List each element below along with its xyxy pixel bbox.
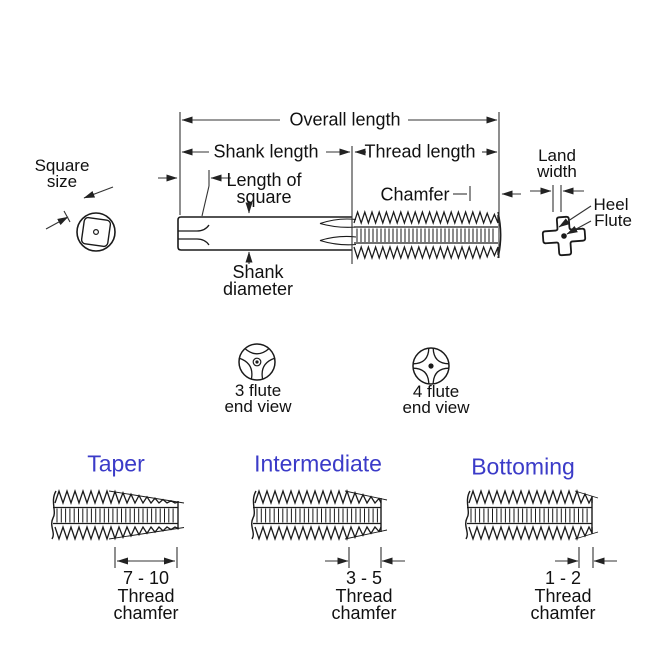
taper-chamfer-range: 7 - 10 bbox=[122, 567, 170, 588]
four-flute-caption bbox=[402, 384, 469, 416]
square-size-label bbox=[35, 158, 90, 190]
flute-cross-section bbox=[530, 185, 591, 256]
thread-section bbox=[354, 212, 501, 258]
length-of-square-line1: Length of bbox=[226, 170, 302, 190]
shank-diameter-line2: diameter bbox=[222, 279, 294, 299]
bottoming-title: Bottoming bbox=[471, 453, 575, 480]
four-flute-caption-line1: 4 flute bbox=[412, 382, 460, 401]
taper-chamfer-word2: chamfer bbox=[113, 602, 179, 623]
heel-label: Heel bbox=[593, 195, 629, 214]
land-width-line1: Land bbox=[538, 146, 576, 165]
land-width-line2: width bbox=[537, 162, 577, 181]
shank-diameter-label bbox=[223, 264, 293, 298]
three-flute-end-view bbox=[239, 344, 275, 380]
bottoming-chamfer-word1: Thread bbox=[534, 585, 592, 606]
taper-chamfer-dimension bbox=[115, 547, 177, 568]
chamfer-label: Chamfer bbox=[380, 184, 450, 205]
taper-title: Taper bbox=[87, 450, 145, 477]
overall-length-label: Overall length bbox=[289, 109, 401, 130]
intermediate-chamfer-range: 3 - 5 bbox=[345, 567, 383, 588]
bottoming-tap-drawing bbox=[466, 491, 617, 568]
intermediate-chamfer-word1: Thread bbox=[335, 585, 393, 606]
shank-length-label: Shank length bbox=[213, 141, 319, 162]
three-flute-caption-line2: end view bbox=[224, 397, 292, 416]
four-flute-caption-line2: end view bbox=[402, 398, 470, 417]
bottoming-chamfer-range: 1 - 2 bbox=[544, 567, 582, 588]
three-flute-caption bbox=[224, 383, 291, 415]
main-dimension-lines bbox=[158, 109, 521, 264]
flute-label: Flute bbox=[594, 211, 632, 230]
length-of-square-label bbox=[226, 172, 301, 206]
intermediate-tap-drawing bbox=[252, 491, 405, 568]
land-width-dimension bbox=[530, 185, 591, 234]
square-end-view bbox=[46, 187, 115, 251]
land-width-label bbox=[537, 148, 577, 180]
taper-chamfer-word1: Thread bbox=[117, 585, 175, 606]
tap-side-view bbox=[178, 212, 501, 258]
bottoming-chamfer-dimension-text bbox=[530, 567, 596, 623]
bottoming-chamfer-dimension bbox=[555, 547, 617, 568]
intermediate-chamfer-word2: chamfer bbox=[331, 602, 397, 623]
intermediate-chamfer-dimension bbox=[325, 547, 405, 568]
length-of-square-line2: square bbox=[236, 187, 292, 207]
four-flute-end-view bbox=[413, 348, 449, 384]
taper-tap-drawing bbox=[52, 491, 184, 568]
shank-diameter-line1: Shank bbox=[232, 262, 284, 282]
taper-chamfer-dimension-text bbox=[113, 567, 179, 623]
thread-length-label: Thread length bbox=[364, 141, 476, 162]
three-flute-caption-line1: 3 flute bbox=[234, 381, 282, 400]
intermediate-chamfer-dimension-text bbox=[331, 567, 397, 623]
square-size-line2: size bbox=[46, 172, 78, 191]
tap-chamfer-comparison bbox=[52, 491, 617, 568]
square-size-line1: Square bbox=[34, 156, 90, 175]
bottoming-chamfer-word2: chamfer bbox=[530, 602, 596, 623]
intermediate-title: Intermediate bbox=[254, 450, 382, 477]
flute-runout-lines bbox=[320, 219, 356, 245]
